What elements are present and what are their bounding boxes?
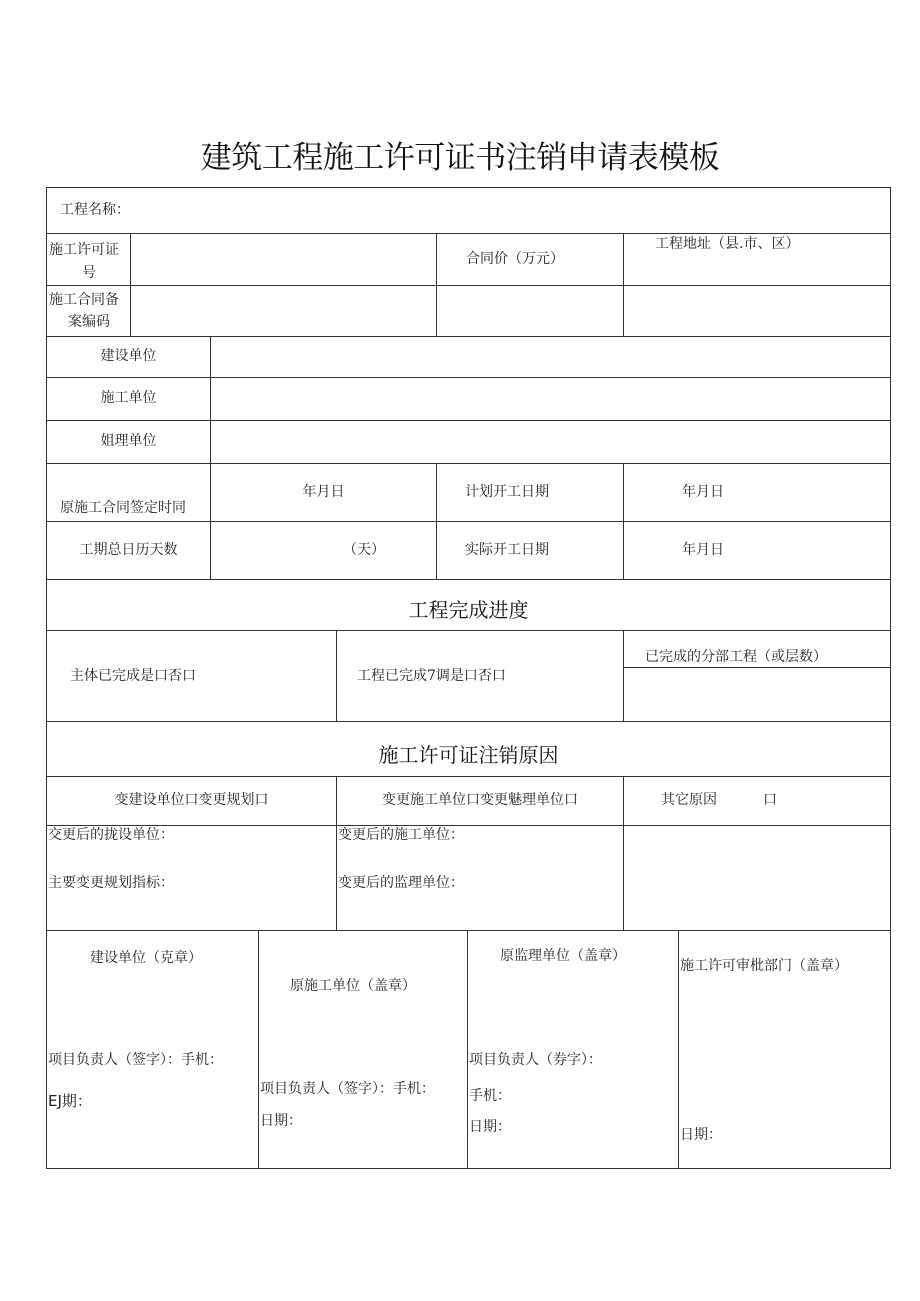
constructor-label: 施工单位 (100, 390, 157, 406)
after-constructor-label: 变更后的施工单位： (338, 827, 464, 843)
supervisor-date-label: 日期： (469, 1119, 511, 1135)
orig-contract-date-label: 原施工合同签定时同 (60, 500, 186, 516)
contract-price-field[interactable] (437, 288, 622, 334)
reason-builder-planning-option[interactable]: 变建设单位口变更规划口 (114, 792, 269, 808)
constructor-field[interactable] (211, 379, 889, 419)
main-changes-label: 主要变更规划指标： (48, 875, 174, 891)
builder-date-label: EJ期： (48, 1092, 92, 1110)
supervisor-field[interactable] (211, 422, 889, 462)
project-name-label: 工程名称： (60, 202, 130, 218)
authority-seal-label: 施工许可审枇部门（盖章） (680, 958, 848, 974)
page-title: 建筑工程施工许可证书注销申请表模板 (200, 140, 720, 176)
contract-record-field[interactable] (131, 288, 435, 334)
other-reason-field[interactable] (624, 827, 889, 929)
completed-parts-field[interactable] (624, 669, 889, 720)
builder-person-label: 项目负责人（签字）：手机： (48, 1052, 223, 1068)
project-address-label: 工程地址（县.市、区） (655, 236, 800, 252)
supervisor-person-label: 项目负责人（券字）： (469, 1052, 602, 1068)
contract-record-label-line1: 施工合同备 (49, 292, 119, 308)
actual-start-label: 实际开工日期 (465, 542, 549, 558)
reason-constructor-supervisor-option[interactable]: 变更施工单位口变更魅理单位口 (382, 792, 578, 808)
project-address-field[interactable] (624, 288, 889, 334)
reason-other-label: 其它原因 (661, 792, 717, 808)
reason-other-checkbox[interactable]: 口 (763, 792, 777, 808)
orig-supervisor-seal-label: 原监理单位（盖章） (500, 948, 626, 964)
constructor-date-label: 日期： (260, 1113, 302, 1129)
after-supervisor-label: 变更后的监理单位： (338, 875, 464, 891)
builder-seal-label: 建设单位（克章） (90, 950, 202, 966)
reason-heading: 施工许可证注销原因 (378, 743, 559, 767)
builder-label: 建设单位 (100, 348, 157, 364)
planned-start-value[interactable]: 年月日 (682, 484, 724, 500)
supervisor-phone-label: 手机： (469, 1088, 511, 1104)
orig-constructor-seal-label: 原施工单位（盖章） (290, 978, 416, 994)
supervisor-label: 姐理单位 (100, 433, 157, 449)
main-structure-done-option[interactable]: 主体已完成是口否口 (70, 668, 196, 684)
progress-heading: 工程完成进度 (408, 598, 529, 622)
planned-start-label: 计划开工日期 (465, 484, 549, 500)
builder-field[interactable] (211, 338, 889, 376)
actual-start-value[interactable]: 年月日 (682, 542, 724, 558)
after-builder-label: 交更后的拢设单位： (48, 827, 174, 843)
constructor-person-label: 项目负责人（签字）：手机： (260, 1081, 435, 1097)
contract-price-label: 合同价（万元） (466, 251, 564, 267)
completed-parts-label: 已完成的分部工程（或层数） (645, 649, 827, 665)
orig-contract-date-value[interactable]: 年月日 (302, 484, 345, 500)
permit-no-label-line1: 施工许可证 (49, 242, 119, 258)
permit-no-field[interactable] (131, 237, 435, 283)
authority-date-label: 日期： (680, 1127, 722, 1143)
permit-no-label-line2: 号 (82, 265, 96, 281)
total-days-label: 工期总日历天数 (79, 542, 178, 558)
work-done-option[interactable]: 工程已完成7调是口否口 (357, 668, 506, 684)
total-days-value[interactable]: （天） (343, 542, 385, 558)
contract-record-label-line2: 案编码 (68, 314, 110, 330)
